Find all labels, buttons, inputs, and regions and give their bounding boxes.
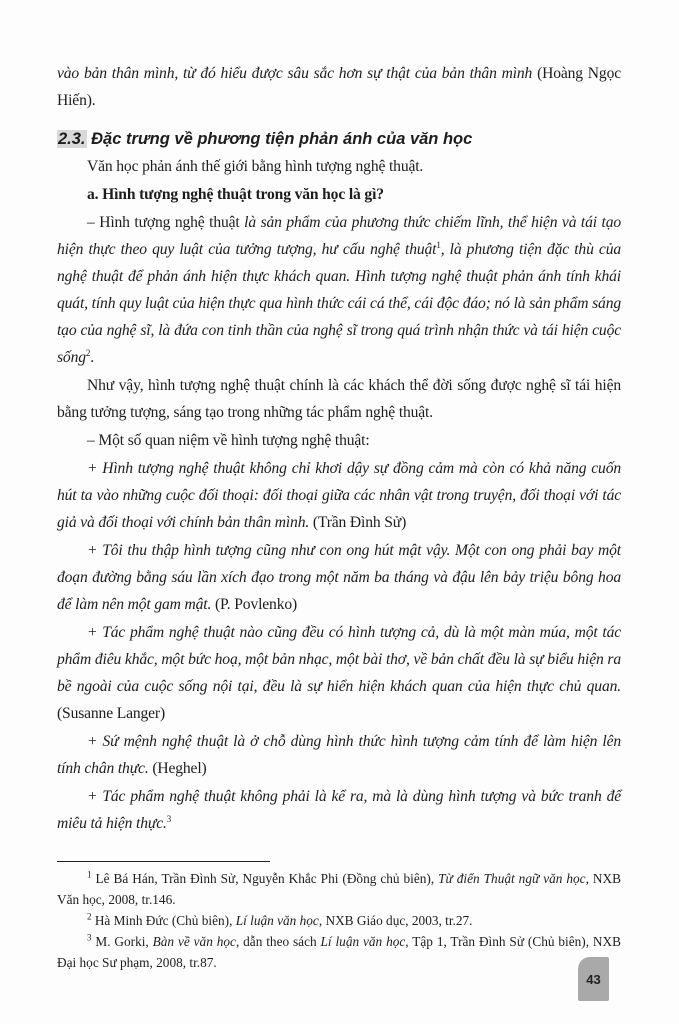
section-number: 2.3.	[58, 130, 86, 148]
footnote	[57, 931, 621, 973]
text-run: (Trần Đình Sử)	[309, 514, 407, 531]
text-run: .	[90, 349, 94, 366]
text-run: Như vậy, hình tượng nghệ thuật chính là các khách thể đời sống được nghệ sĩ tái hiện bằng tưởng tượng, sáng tạo trong những tác phẩm nghệ thuật.	[57, 377, 621, 421]
paragraph	[57, 537, 621, 618]
text-run: là sản phẩm của phương thức chiếm lĩnh, thể hiện và tái tạo hiện thực theo quy luật của tưởng tượng, hư cấu nghệ thuật	[57, 214, 621, 258]
text-run: vào bản thân mình, từ đó hiểu được sâu sắc hơn sự thật của bản thân mình	[57, 65, 533, 82]
text-run: Lê Bá Hán, Trần Đình Sử, Nguyễn Khắc Phi (Đồng chủ biên),	[91, 871, 439, 886]
text-run: (Heghel)	[148, 760, 207, 777]
body-text	[57, 153, 621, 837]
footnotes	[57, 868, 621, 973]
text-run: (P. Povlenko)	[211, 596, 298, 613]
paragraph	[57, 372, 621, 426]
text-run: M. Gorki,	[91, 934, 153, 949]
text-run: – Hình tượng nghệ thuật	[87, 214, 245, 231]
paragraph	[57, 209, 621, 371]
footnote-ref: 1	[436, 239, 441, 250]
text-run: Hà Minh Đức (Chủ biên),	[91, 913, 236, 928]
paragraph	[57, 455, 621, 536]
intro-continuation	[57, 60, 621, 114]
text-run: Từ điển Thuật ngữ văn học	[438, 871, 586, 886]
text-run: , dẫn theo sách	[235, 934, 321, 949]
footnote-ref: 3	[166, 813, 172, 824]
text-run: , NXB Văn học, 2008, tr.146.	[57, 871, 621, 907]
page-number: 43	[578, 957, 609, 1001]
footnote-divider	[57, 861, 270, 862]
footnote-ref: 2	[87, 911, 92, 922]
text-run: (Hoàng Ngọc Hiến).	[57, 65, 621, 109]
text-run: Lí luận văn học	[235, 913, 319, 928]
text-run: + Hình tượng nghệ thuật không chỉ khơi dậy sự đồng cảm mà còn có khả năng cuốn hút ta vào những cuộc đối thoại: đối thoại giữa các nhân vật trong truyện, đối thoại với tác giả và đối thoại với chính bản thân mình.	[57, 460, 621, 531]
text-run: , là phương tiện đặc thù của nghệ thuật để phản ánh hiện thực khách quan. Hình tượng nghệ thuật phản ánh tính khái quát, tính quy luật của hiện thực qua hình thức cái cá thể, cái độc đáo; nó là sản phẩm sáng tạo của nghệ sĩ, là đứa con tinh thần của nghệ sĩ trong quá trình nhận thức và tái hiện cuộc sống	[57, 241, 621, 366]
footnote-ref: 3	[87, 932, 92, 943]
paragraph	[57, 427, 621, 454]
section-heading	[57, 126, 621, 153]
text-run: , Tập 1, Trần Đình Sử (Chủ biên), NXB Đại học Sư phạm, 2008, tr.87.	[57, 934, 621, 970]
footnote-ref: 2	[85, 347, 91, 358]
text-run: + Tác phẩm nghệ thuật không phải là kể ra, mà là dùng hình tượng và bức tranh để miêu tả hiện thực.	[57, 788, 621, 832]
text-run: + Tôi thu thập hình tượng cũng như con ong hút mật vậy. Một con ong phải bay một đoạn đường bằng sáu lần xích đạo trong một năm ba tháng và đậu lên bảy triệu bông hoa để làm nên một gam mật.	[57, 542, 621, 613]
text-run: (Susanne Langer)	[57, 705, 166, 722]
paragraph	[57, 181, 621, 208]
text-run: Lí luận văn học	[320, 934, 406, 949]
text-run: Bàn về văn học	[152, 934, 236, 949]
paragraph	[57, 60, 621, 114]
footnote-ref: 1	[87, 869, 92, 880]
text-run: + Tác phẩm nghệ thuật nào cũng đều có hình tượng cả, dù là một màn múa, một tác phẩm điêu khắc, một bức hoạ, một bản nhạc, một bài thơ, về bản chất đều là sự biểu hiện ra bề ngoài của cuộc sống nội tại, đều là sự hiển hiện khách quan của hiện thực chủ quan.	[57, 624, 621, 695]
paragraph	[57, 153, 621, 180]
footnote	[57, 868, 621, 910]
footnote	[57, 910, 621, 931]
text-run: – Một số quan niệm về hình tượng nghệ thuật:	[87, 432, 370, 449]
paragraph	[57, 728, 621, 782]
text-run: Văn học phản ánh thế giới bằng hình tượng nghệ thuật.	[87, 158, 424, 175]
section-title: Đặc trưng về phương tiện phản ánh của văn học	[86, 130, 473, 148]
paragraph	[57, 619, 621, 727]
text-run: + Sứ mệnh nghệ thuật là ở chỗ dùng hình thức hình tượng cảm tính để làm hiện lên tính chân thực.	[57, 733, 621, 777]
text-run: a. Hình tượng nghệ thuật trong văn học là gì?	[87, 186, 384, 203]
page-body	[57, 60, 621, 973]
paragraph	[57, 783, 621, 837]
text-run: , NXB Giáo dục, 2003, tr.27.	[318, 913, 473, 928]
